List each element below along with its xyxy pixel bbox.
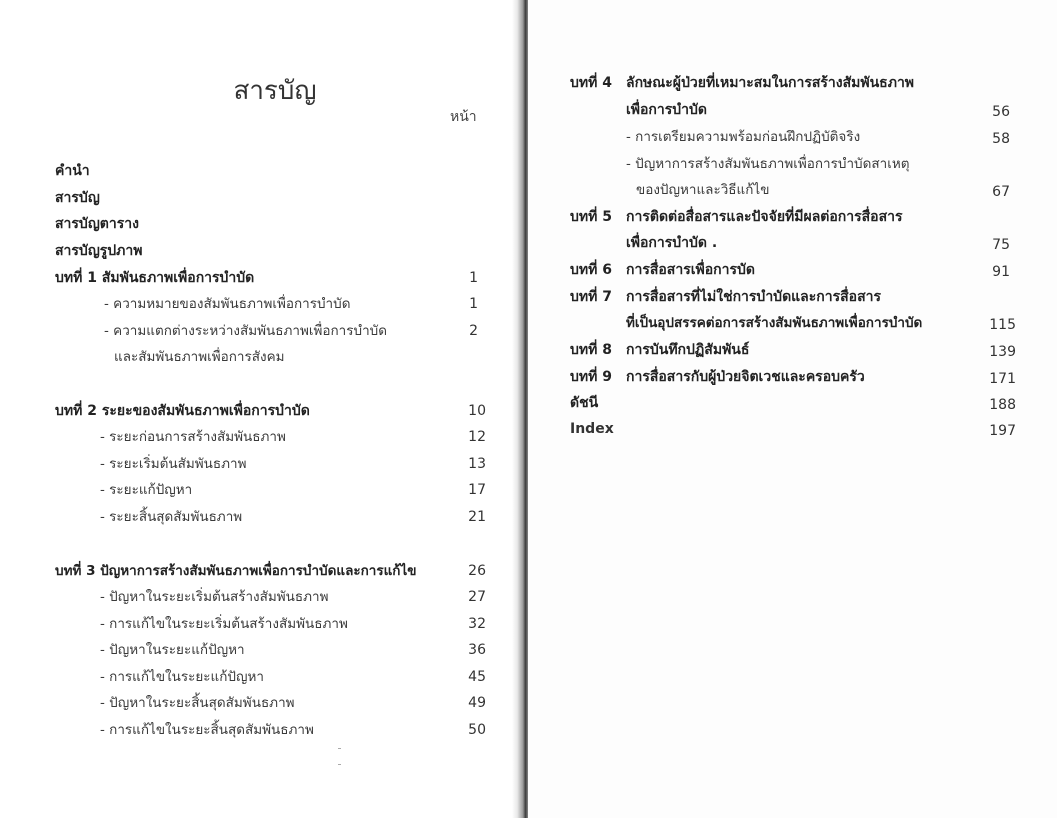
page-number: 188 (989, 397, 1016, 413)
toc-subentry: - ปัญหาในระยะเริ่มต้นสร้างสัมพันธภาพ (100, 589, 329, 605)
page-number: 50 (468, 722, 486, 738)
toc-chapter-8-title: การบันทึกปฏิสัมพันธ์ (626, 342, 750, 358)
page-number: 56 (992, 104, 1010, 120)
page-number: 1 (469, 270, 478, 286)
toc-chapter-2: บทที่ 2 ระยะของสัมพันธภาพเพื่อการบำบัด (55, 403, 310, 419)
toc-chapter-9-title: การสื่อสารกับผู้ป่วยจิตเวชและครอบครัว (626, 369, 865, 385)
page-number: 2 (469, 323, 478, 339)
toc-subentry: - ความแตกต่างระหว่างสัมพันธภาพเพื่อการบำบัด (104, 323, 387, 339)
toc-chapter-5-title: การติดต่อสื่อสารและปัจจัยที่มีผลต่อการสื่อสาร (626, 209, 903, 225)
page-number: 67 (992, 184, 1010, 200)
toc-chapter-5-title-cont: เพื่อการบำบัด . (626, 235, 718, 251)
page-number: 17 (468, 482, 486, 498)
toc-subentry: - การแก้ไขในระยะสิ้นสุดสัมพันธภาพ (100, 722, 314, 738)
left-page (0, 0, 520, 818)
toc-chapter-7-prefix: บทที่ 7 (570, 289, 612, 305)
page-number: 75 (992, 237, 1010, 253)
page-number: 45 (468, 669, 486, 685)
toc-chapter-6-title: การสื่อสารเพื่อการบัด (626, 262, 755, 278)
toc-chapter-4-title: ลักษณะผู้ป่วยที่เหมาะสมในการสร้างสัมพันธภาพ (626, 75, 915, 91)
page-number: 26 (468, 563, 486, 579)
toc-entry-contents: สารบัญ (55, 190, 100, 206)
page-number: 27 (468, 589, 486, 605)
page-number: 1 (469, 296, 478, 312)
toc-subentry: - ระยะก่อนการสร้างสัมพันธภาพ (100, 429, 286, 445)
toc-subentry: - ระยะสิ้นสุดสัมพันธภาพ (100, 509, 243, 525)
toc-chapter-8-prefix: บทที่ 8 (570, 342, 612, 358)
toc-chapter-3: บทที่ 3 ปัญหาการสร้างสัมพันธภาพเพื่อการบำบัดและการแก้ไข (55, 563, 417, 579)
toc-chapter-7-title: การสื่อสารที่ไม่ใช่การบำบัดและการสื่อสาร (626, 289, 882, 305)
scan-speck (338, 764, 341, 765)
page-number: 139 (989, 344, 1016, 360)
toc-entry-index: Index (570, 421, 614, 437)
toc-chapter-4-prefix: บทที่ 4 (570, 75, 612, 91)
toc-chapter-9-prefix: บทที่ 9 (570, 369, 612, 385)
toc-entry-list-of-figures: สารบัญรูปภาพ (55, 243, 143, 259)
toc-subentry: - การแก้ไขในระยะเริ่มต้นสร้างสัมพันธภาพ (100, 616, 348, 632)
page-number: 58 (992, 131, 1010, 147)
toc-subentry-continuation: ของปัญหาและวิธีแก้ไข (636, 182, 770, 198)
page-number: 171 (989, 371, 1016, 387)
toc-subentry: - ปัญหาในระยะสิ้นสุดสัมพันธภาพ (100, 695, 295, 711)
toc-chapter-5-prefix: บทที่ 5 (570, 209, 612, 225)
toc-entry-list-of-tables: สารบัญตาราง (55, 216, 139, 232)
toc-subentry-continuation: และสัมพันธภาพเพื่อการสังคม (114, 349, 285, 365)
toc-entry-index-thai: ดัชนี (570, 395, 599, 411)
toc-chapter-6-prefix: บทที่ 6 (570, 262, 612, 278)
page-number: 10 (468, 403, 486, 419)
page-number: 12 (468, 429, 486, 445)
page-number: 13 (468, 456, 486, 472)
page-number: 36 (468, 642, 486, 658)
toc-subentry: - ความหมายของสัมพันธภาพเพื่อการบำบัด (104, 296, 351, 312)
toc-subentry: - การแก้ไขในระยะแก้ปัญหา (100, 669, 264, 685)
toc-subentry: - ระยะเริ่มต้นสัมพันธภาพ (100, 456, 247, 472)
page-number: 197 (989, 423, 1016, 439)
toc-subentry: - การเตรียมความพร้อมก่อนฝึกปฏิบัติจริง (626, 129, 861, 145)
page-number: 91 (992, 264, 1010, 280)
toc-subentry: - ปัญหาในระยะแก้ปัญหา (100, 642, 245, 658)
right-page (528, 0, 1057, 818)
toc-entry-foreword: คำนำ (55, 163, 90, 179)
toc-chapter-7-title-cont: ที่เป็นอุปสรรคต่อการสร้างสัมพันธภาพเพื่อการบำบัด (626, 315, 923, 331)
page-title: สารบัญ (233, 76, 317, 106)
page-number-column-header: หน้า (450, 109, 477, 125)
toc-subentry: - ระยะแก้ปัญหา (100, 482, 193, 498)
page-number: 32 (468, 616, 486, 632)
page-number: 49 (468, 695, 486, 711)
page-number: 21 (468, 509, 486, 525)
toc-chapter-4-title-cont: เพื่อการบำบัด (626, 102, 708, 118)
page-number: 115 (989, 317, 1016, 333)
toc-subentry: - ปัญหาการสร้างสัมพันธภาพเพื่อการบำบัดสาเหตุ (626, 156, 910, 172)
scan-speck (338, 748, 341, 749)
toc-chapter-1: บทที่ 1 สัมพันธภาพเพื่อการบำบัด (55, 270, 255, 286)
